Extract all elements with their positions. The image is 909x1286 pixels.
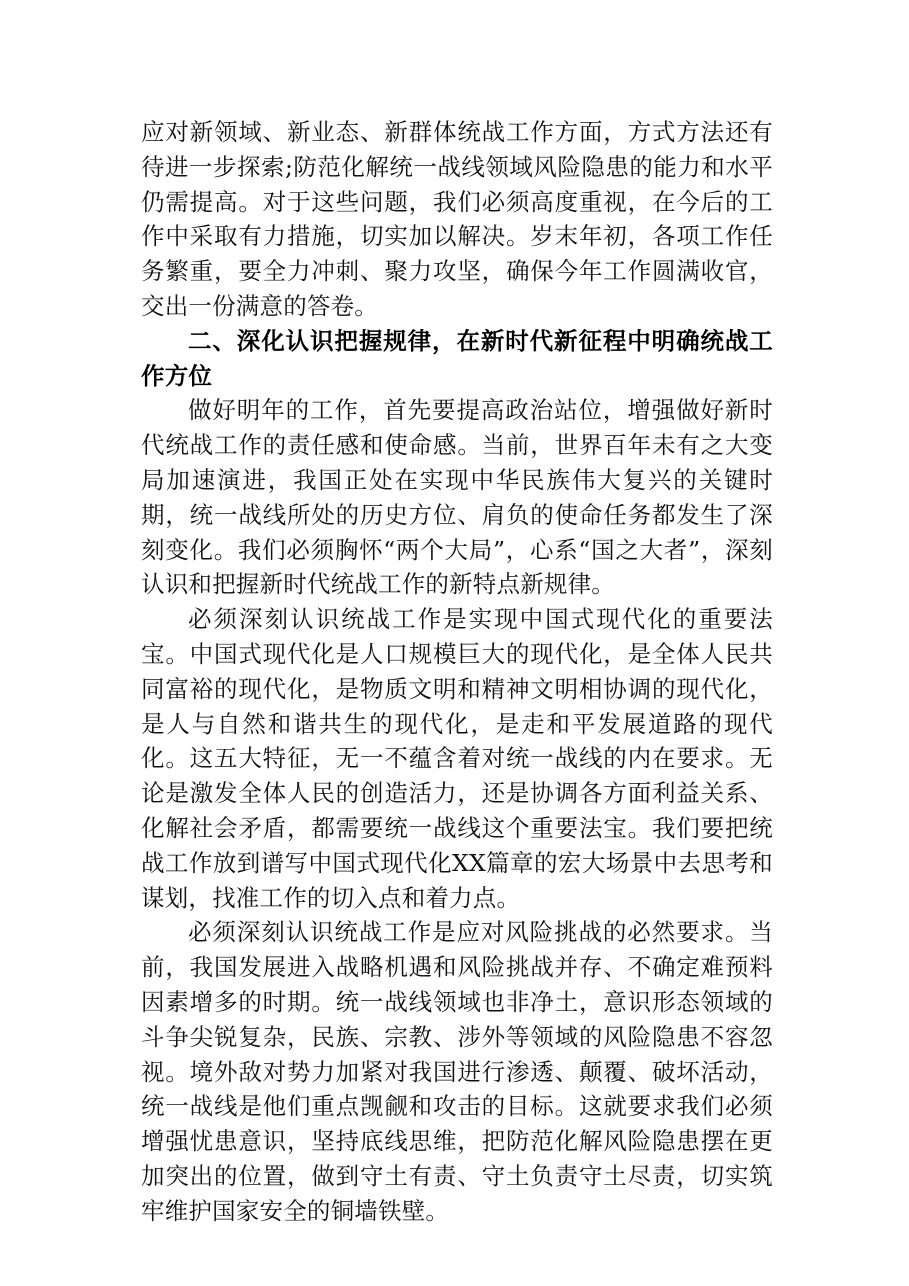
paragraph-political-stance: 做好明年的工作，首先要提高政治站位，增强做好新时代统战工作的责任感和使命感。当前，世界百年未有之大变局加速演进，我国正处在实现中华民族伟大复兴的关键时期，统一战线所处的历史方位、肩负的使命任务都发生了深刻变化。我们必须胸怀“两个大局”，心系“国之大者”，深刻认识和把握新时代统战工作的新特点新规律。 bbox=[141, 396, 773, 599]
section-heading: 二、深化认识把握规律，在新时代新征程中明确统战工作方位 bbox=[141, 326, 773, 390]
paragraph-modernization: 必须深刻认识统战工作是实现中国式现代化的重要法宝。中国式现代化是人口规模巨大的现代化，是全体人民共同富裕的现代化，是物质文明和精神文明相协调的现代化，是人与自然和谐共生的现代化，是走和平发展道路的现代化。这五大特征，无一不蕴含着对统一战线的内在要求。无论是激发全体人民的创造活力，还是协调各方面利益关系、化解社会矛盾，都需要统一战线这个重要法宝。我们要把统战工作放到谱写中国式现代化XX篇章的宏大场景中去思考和谋划，找准工作的切入点和着力点。 bbox=[141, 605, 773, 912]
paragraph-risk-challenges: 必须深刻认识统战工作是应对风险挑战的必然要求。当前，我国发展进入战略机遇和风险挑战并存、不确定难预料因素增多的时期。统一战线领域也非净土，意识形态领域的斗争尖锐复杂，民族、宗教、涉外等领域的风险隐患不容忽视。境外敌对势力加紧对我国进行渗透、颠覆、破坏活动，统一战线是他们重点觊觎和攻击的目标。这就要求我们必须增强忧患意识，坚持底线思维，把防范化解风险隐患摆在更加突出的位置，做到守土有责、守土负责守土尽责，切实筑牢维护国家安全的铜墙铁壁。 bbox=[141, 918, 773, 1225]
paragraph-continuation: 应对新领域、新业态、新群体统战工作方面，方式方法还有待进一步探索;防范化解统一战线领域风险隐患的能力和水平仍需提高。对于这些问题，我们必须高度重视，在今后的工作中采取有力措施，切实加以解决。岁末年初，各项工作任务繁重，要全力冲刺、聚力攻坚，确保今年工作圆满收官，交出一份满意的答卷。 bbox=[141, 118, 773, 320]
document-page bbox=[141, 115, 773, 1229]
